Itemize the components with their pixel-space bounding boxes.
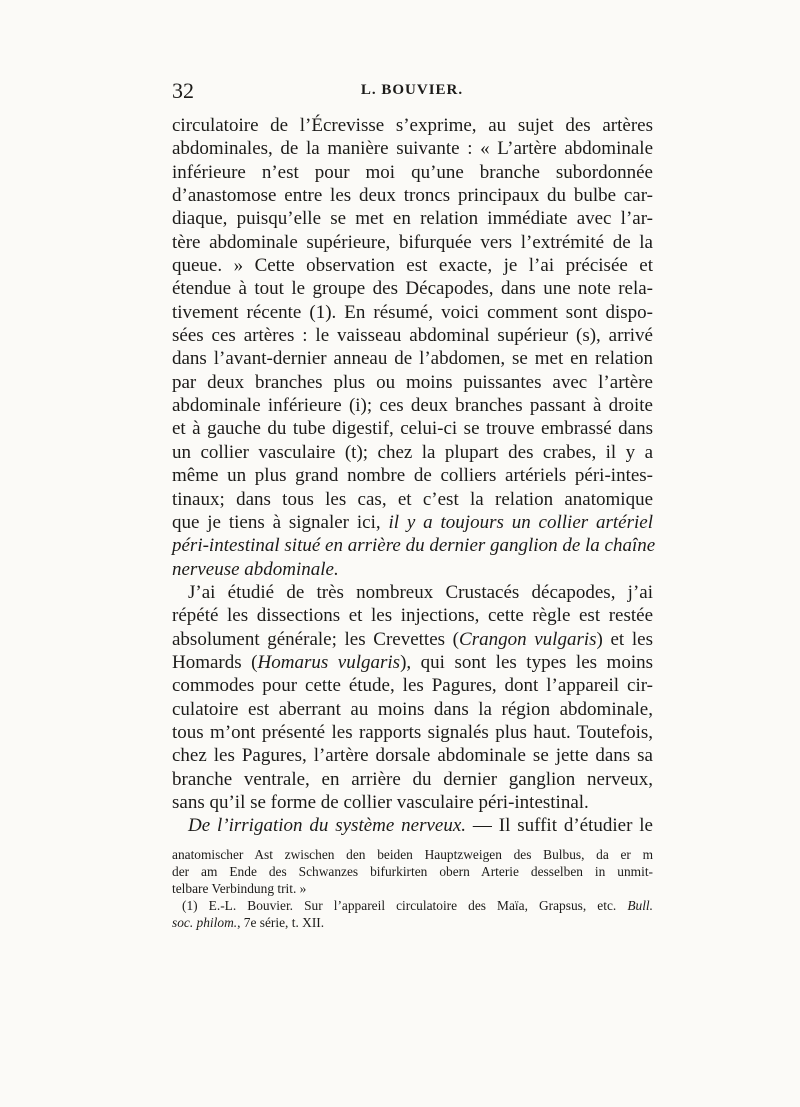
page-number: 32 <box>172 78 194 103</box>
paragraph-1 <box>172 114 656 581</box>
text-span: — Il suffit d’étudier le <box>466 815 653 837</box>
footnotes <box>172 846 653 931</box>
text-span: , 7e série, t. XII. <box>237 915 325 930</box>
text-line: par deux branches plus ou moins puissantes avec l’artère <box>172 371 653 393</box>
section-title: De l’irrigation du système nerveux. <box>188 815 467 837</box>
text-line: même un plus grand nombre de colliers artériels péri-intes- <box>172 465 653 487</box>
text-line: tère abdominale supérieure, bifurquée vers l’extrémité de la <box>172 231 653 253</box>
italic-span: nerveuse abdominale. <box>172 558 339 580</box>
species-name: Crangon vulgaris <box>459 628 597 650</box>
main-text <box>172 114 656 838</box>
text-line: d’anastomose entre les deux troncs principaux du bulbe car- <box>172 185 653 207</box>
text-line: répété les dissections et les injections, cette règle est restée <box>172 605 653 627</box>
text-line <box>172 651 653 674</box>
italic-span: péri-intestinal situé en arrière du dernier ganglion de la chaîne <box>172 535 656 557</box>
footnote-line: telbare Verbindung trit. » <box>172 881 307 896</box>
text-line: étendue à tout le groupe des Décapodes, dans une note rela- <box>172 278 653 300</box>
text-span: absolument générale; les Crevettes ( <box>172 628 460 650</box>
text-line: tivement récente (1). En résumé, voici comment sont dispo- <box>172 301 653 323</box>
running-head: L. BOUVIER. <box>360 82 464 98</box>
text-line: tinaux; dans tous les cas, et c’est la relation anatomique <box>172 488 653 510</box>
footnote-line: der am Ende des Schwanzes bifurkirten obern Arterie desselben in unmit- <box>172 864 653 879</box>
text-line: J’ai étudié de très nombreux Crustacés décapodes, j’ai <box>188 581 653 603</box>
text-line: inférieure n’est pour moi qu’une branche subordonnée <box>172 161 653 183</box>
text-line: branche ventrale, en arrière du dernier ganglion nerveux, <box>172 768 653 790</box>
text-line: abdominales, de la manière suivante : « L’artère abdominale <box>172 138 653 160</box>
text-line: et à gauche du tube digestif, celui-ci se trouve embrassé dans <box>172 418 653 440</box>
text-line: queue. » Cette observation est exacte, je l’ai précisée et <box>172 255 653 277</box>
text-line: abdominale inférieure (i); ces deux branches passant à droite <box>172 395 653 417</box>
italic-span: soc. philom. <box>172 915 238 930</box>
species-name: Homarus vulgaris <box>257 651 401 673</box>
text-line: circulatoire de l’Écrevisse s’exprime, au sujet des artères <box>172 115 653 136</box>
footnote-1 <box>172 897 653 914</box>
page-header <box>172 78 652 106</box>
text-line: commodes pour cette étude, les Pagures, dont l’appareil cir- <box>172 675 653 697</box>
text-line <box>172 558 653 581</box>
text-span: Homards ( <box>172 651 258 673</box>
paragraph-2 <box>172 581 653 814</box>
italic-span: il y a toujours un collier artériel <box>388 511 653 533</box>
text-line: sées ces artères : le vaisseau abdominal supérieur (s), arrivé <box>172 325 653 347</box>
text-line <box>172 814 653 837</box>
text-span: ) et les <box>596 628 653 650</box>
text-span: que je tiens à signaler ici, <box>172 511 381 533</box>
paragraph-3 <box>172 814 653 837</box>
text-line: sans qu’il se forme de collier vasculaire péri-intestinal. <box>172 791 589 813</box>
text-line: diaque, puisqu’elle se met en relation immédiate avec l’ar- <box>172 208 653 230</box>
text-line: un collier vasculaire (t); chez la plupart des crabes, il y a <box>172 441 653 463</box>
footnote-line <box>172 914 653 931</box>
footnote-line: anatomischer Ast zwischen den beiden Hauptzweigen des Bulbus, da er m <box>172 847 653 862</box>
text-line <box>172 511 653 534</box>
text-span: (1) E.-L. Bouvier. Sur l’appareil circulatoire des Maïa, Grapsus, etc. <box>182 898 617 913</box>
italic-span: Bull. <box>627 898 653 913</box>
text-span: ), qui sont les types les moins <box>400 651 654 673</box>
text-line <box>172 534 656 557</box>
text-line: tous m’ont présenté les rapports signalés plus haut. Toutefois, <box>172 721 653 743</box>
text-line <box>172 628 653 651</box>
text-line: dans l’avant-dernier anneau de l’abdomen, se met en relation <box>172 348 653 370</box>
text-line: chez les Pagures, l’artère dorsale abdominale se jette dans sa <box>172 745 653 767</box>
text-line: culatoire est aberrant au moins dans la région abdominale, <box>172 698 653 720</box>
